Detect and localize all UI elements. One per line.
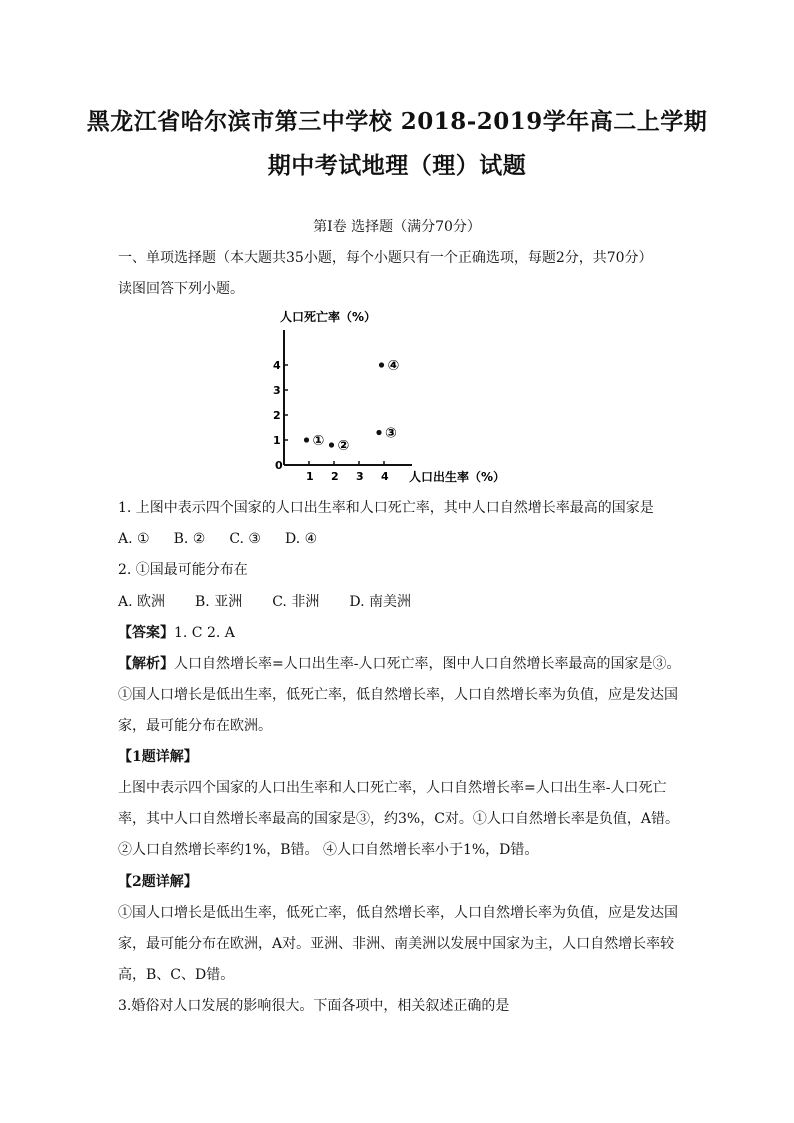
q2-option-c[interactable]: C. 非洲 [272, 594, 320, 610]
analysis-tag: 【解析】 [118, 656, 174, 672]
analysis-line3: 家，最可能分布在欧洲。 [118, 718, 272, 734]
q1-option-d[interactable]: D. ④ [284, 531, 318, 547]
question-1-stem: 1. 上图中表示四个国家的人口出生率和人口死亡率，其中人口自然增长率最高的国家是 [118, 500, 654, 516]
detail1-line1: 上图中表示四个国家的人口出生率和人口死亡率，人口自然增长率=人口出生率-人口死亡 [118, 780, 667, 796]
section-instruction: 一、单项选择题（本大题共35小题，每个小题只有一个正确选项，每题2分，共70分） [118, 250, 653, 266]
detail2-heading: 【2题详解】 [118, 874, 198, 890]
x-tick-label: 3 [356, 470, 364, 483]
x-tick-label: 4 [381, 470, 389, 483]
data-point-3 [376, 430, 381, 435]
x-tick-label: 0 [275, 459, 283, 472]
data-point-label-2: ② [337, 438, 350, 454]
y-tick-label: 4 [273, 359, 281, 372]
data-point-label-1: ① [312, 433, 325, 449]
q2-option-a[interactable]: A. 欧洲 [118, 594, 166, 610]
chart-xlabel: 人口出生率（%） [409, 470, 506, 484]
question-3-stem: 3.婚俗对人口发展的影响很大。下面各项中，相关叙述正确的是 [118, 998, 510, 1014]
data-point-4 [379, 362, 384, 367]
analysis-line1 [118, 654, 680, 674]
data-point-2 [329, 442, 334, 447]
document-title-line1: 黑龙江省哈尔滨市第三中学校 2018-2019学年高二上学期 [86, 108, 708, 135]
scatter-chart [262, 300, 522, 485]
x-tick-label: 2 [331, 470, 339, 483]
data-points [304, 358, 399, 454]
question-2-stem: 2. ①国最可能分布在 [118, 562, 248, 578]
q1-option-a[interactable]: A. ① [118, 531, 150, 547]
section-heading: 第Ⅰ卷 选择题（满分70分） [313, 219, 481, 235]
chart-ylabel: 人口死亡率（%） [280, 310, 377, 324]
reading-prompt: 读图回答下列小题。 [118, 281, 244, 297]
data-point-1 [304, 437, 309, 442]
q2-option-d[interactable]: D. 南美洲 [349, 594, 411, 610]
question-1-options [118, 529, 341, 549]
detail2-line2: 家，最可能分布在欧洲，A对。亚洲、非洲、南美洲以发展中国家为主，人口自然增长率较 [118, 936, 675, 952]
detail1-line3: ②人口自然增长率约1%，B错。 ④人口自然增长率小于1%，D错。 [118, 842, 539, 858]
q1-option-c[interactable]: C. ③ [229, 531, 261, 547]
detail1-line2: 率，其中人口自然增长率最高的国家是③，约3%，C对。①人口自然增长率是负值，A错。 [118, 811, 680, 827]
detail2-line3: 高，B、C、D错。 [118, 967, 235, 983]
data-point-label-4: ④ [387, 358, 400, 374]
question-2-options [118, 592, 441, 612]
analysis-text1: 人口自然增长率=人口出生率-人口死亡率，图中人口自然增长率最高的国家是③。 [174, 656, 681, 672]
data-point-label-3: ③ [385, 425, 397, 442]
y-tick-label: 1 [273, 434, 281, 447]
q2-option-b[interactable]: B. 亚洲 [195, 594, 243, 610]
document-title-line2: 期中考试地理（理）试题 [267, 152, 527, 179]
x-tick-label: 1 [306, 470, 314, 483]
answer-tag: 【答案】 [118, 625, 174, 641]
answer-line [118, 623, 235, 643]
detail2-line1: ①国人口增长是低出生率，低死亡率，低自然增长率，人口自然增长率为负值，应是发达国 [118, 905, 678, 921]
analysis-line2: ①国人口增长是低出生率，低死亡率，低自然增长率，人口自然增长率为负值，应是发达国 [118, 687, 678, 703]
y-tick-label: 2 [273, 409, 281, 422]
detail1-heading: 【1题详解】 [118, 749, 198, 765]
answer-text: 1. C 2. A [174, 625, 235, 641]
q1-option-b[interactable]: B. ② [173, 531, 206, 547]
y-tick-label: 3 [273, 384, 281, 397]
